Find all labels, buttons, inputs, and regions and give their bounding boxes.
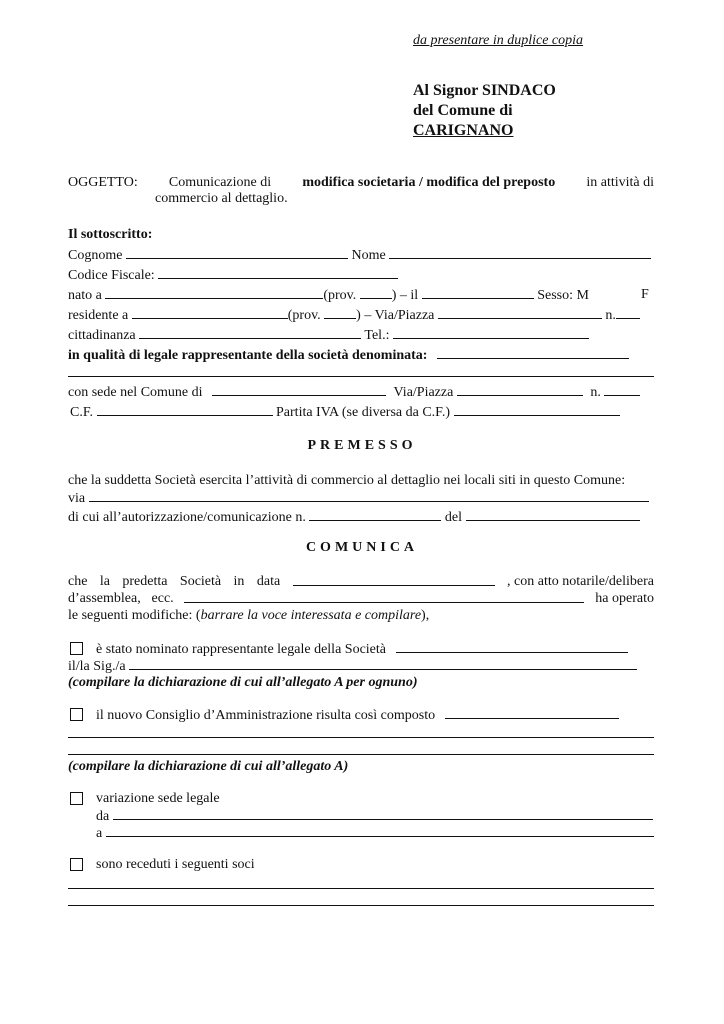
company-name-continuation-line[interactable] — [68, 376, 654, 377]
phone-field[interactable] — [393, 326, 589, 339]
residence-city-field[interactable] — [132, 306, 288, 319]
option-partners-line-1[interactable] — [68, 888, 654, 889]
legal-rep-row: in qualità di legale rappresentante della società denominata: — [68, 346, 629, 364]
recipient-municipality: CARIGNANO — [413, 122, 514, 139]
seat-city-field[interactable] — [212, 383, 386, 396]
subject-line-2: commercio al dettaglio. — [155, 191, 288, 206]
option-partners-line-2[interactable] — [68, 905, 654, 906]
nome-field[interactable] — [389, 246, 651, 259]
option-legal-rep-row: è stato nominato rappresentante legale della Società — [96, 640, 628, 658]
codice-fiscale-row: Codice Fiscale: — [68, 266, 398, 284]
residence-province-field[interactable] — [324, 306, 356, 319]
option-legal-rep-field[interactable] — [396, 640, 628, 653]
comunica-line-3: le seguenti modifiche: (barrare la voce interessata e compilare), — [68, 608, 430, 623]
residence-number-field[interactable] — [616, 306, 640, 319]
option-seat-to-row: a — [96, 824, 654, 842]
option-partners-label: sono receduti i seguenti soci — [96, 857, 255, 872]
premesso-via-row: via — [68, 489, 649, 507]
cognome-field[interactable] — [126, 246, 348, 259]
cognome-row: Cognome Nome — [68, 246, 651, 264]
option-seat-to-field[interactable] — [106, 824, 654, 837]
company-vat-field[interactable] — [454, 403, 620, 416]
comunica-line-2: d’assemblea, ecc. ha operato — [68, 591, 654, 606]
birth-date-field[interactable] — [422, 286, 534, 299]
residence-row: residente a (prov. ) – Via/Piazza n. — [68, 306, 640, 324]
citizenship-field[interactable] — [139, 326, 361, 339]
company-name-field[interactable] — [437, 346, 629, 359]
option-seat-change-label: variazione sede legale — [96, 791, 220, 806]
signer-title: Il sottoscritto: — [68, 227, 153, 242]
tax-row: C.F. Partita IVA (se diversa da C.F.) — [70, 403, 620, 421]
option-legal-rep-person-field[interactable] — [129, 657, 637, 670]
comunica-line-1: che la predetta Società in data , con atto notarile/delibera — [68, 574, 654, 589]
birthplace-field[interactable] — [105, 286, 323, 299]
company-cf-field[interactable] — [97, 403, 273, 416]
option-board-line-1[interactable] — [68, 737, 654, 738]
option-legal-rep-person-row: il/la Sig./a — [68, 657, 637, 675]
company-seat-row: con sede nel Comune di Via/Piazza n. — [68, 383, 640, 401]
recipient-line-2: del Comune di — [413, 102, 513, 119]
option-legal-rep-checkbox[interactable] — [70, 642, 83, 655]
recipient-line-1: Al Signor SINDACO — [413, 82, 556, 99]
deed-details-field[interactable] — [184, 590, 584, 603]
option-seat-from-row: da — [96, 807, 653, 825]
option-seat-from-field[interactable] — [113, 807, 653, 820]
option-board-checkbox[interactable] — [70, 708, 83, 721]
duplicate-copy-note: da presentare in duplice copia — [413, 33, 584, 48]
premises-street-field[interactable] — [89, 489, 649, 502]
seat-street-field[interactable] — [457, 383, 583, 396]
premesso-heading: PREMESSO — [307, 438, 417, 453]
residence-street-field[interactable] — [438, 306, 602, 319]
authorization-number-field[interactable] — [309, 508, 441, 521]
deed-date-field[interactable] — [293, 573, 495, 586]
subject-label: OGGETTO: — [68, 175, 138, 190]
option-board-line-2[interactable] — [68, 754, 654, 755]
option-legal-rep-note: (compilare la dichiarazione di cui all’allegato A per ognuno) — [68, 675, 418, 690]
seat-number-field[interactable] — [604, 383, 640, 396]
birth-row: nato a (prov. ) – il Sesso: M — [68, 288, 589, 303]
option-board-field[interactable] — [445, 706, 619, 719]
option-partners-checkbox[interactable] — [70, 858, 83, 871]
premesso-text: che la suddetta Società esercita l’attività di commercio al dettaglio nei locali siti in questo Comune: — [68, 473, 626, 488]
option-seat-change-checkbox[interactable] — [70, 792, 83, 805]
citizenship-row: cittadinanza Tel.: — [68, 326, 589, 344]
comunica-heading: COMUNICA — [305, 540, 419, 555]
authorization-date-field[interactable] — [466, 508, 640, 521]
option-board-row: il nuovo Consiglio d’Amministrazione risulta così composto — [96, 706, 619, 724]
option-board-note: (compilare la dichiarazione di cui all’allegato A) — [68, 759, 349, 774]
codice-fiscale-field[interactable] — [158, 266, 398, 279]
subject-line-1: OGGETTO: Comunicazione di modifica societaria / modifica del preposto in attività di — [68, 175, 654, 190]
sex-f-option[interactable]: F — [641, 287, 649, 302]
authorization-row: di cui all’autorizzazione/comunicazione n. del — [68, 508, 640, 526]
birth-province-field[interactable] — [360, 286, 392, 299]
